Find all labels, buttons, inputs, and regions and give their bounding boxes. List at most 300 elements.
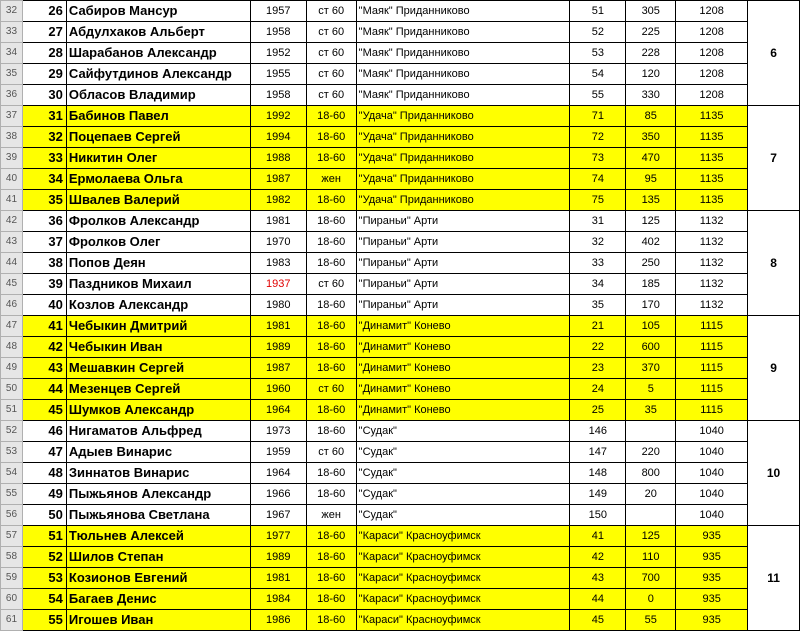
bib-number[interactable]: 43 [570,568,626,589]
category[interactable]: 18-60 [306,421,356,442]
result-value[interactable] [626,505,676,526]
result-value[interactable]: 600 [626,337,676,358]
bib-number[interactable]: 146 [570,421,626,442]
participant-name[interactable]: Зиннатов Винарис [66,463,250,484]
table-row [1,589,800,610]
result-value[interactable]: 402 [626,232,676,253]
bib-number[interactable]: 52 [570,22,626,43]
participant-name[interactable]: Сабиров Мансур [66,1,250,22]
bib-number[interactable]: 41 [570,526,626,547]
table-row [1,253,800,274]
birth-year[interactable]: 1982 [250,190,306,211]
result-value[interactable]: 35 [626,400,676,421]
birth-year[interactable]: 1989 [250,547,306,568]
participant-name[interactable]: Абдулхаков Альберт [66,22,250,43]
row-header[interactable]: 43 [1,232,23,253]
place-number[interactable]: 44 [22,379,66,400]
table-row [1,568,800,589]
category[interactable]: 18-60 [306,589,356,610]
row-header[interactable]: 44 [1,253,23,274]
birth-year[interactable]: 1988 [250,148,306,169]
team-name[interactable]: "Пираньи" Арти [356,232,570,253]
category[interactable]: ст 60 [306,43,356,64]
participant-name[interactable]: Чебыкин Иван [66,337,250,358]
bib-number[interactable]: 150 [570,505,626,526]
birth-year[interactable]: 1977 [250,526,306,547]
category[interactable]: 18-60 [306,547,356,568]
result-value[interactable]: 20 [626,484,676,505]
table-row [1,22,800,43]
place-number[interactable]: 29 [22,64,66,85]
category[interactable]: 18-60 [306,316,356,337]
row-header[interactable]: 33 [1,22,23,43]
row-header[interactable]: 59 [1,568,23,589]
team-name[interactable]: "Маяк" Приданниково [356,22,570,43]
result-value[interactable]: 0 [626,589,676,610]
place-number[interactable]: 27 [22,22,66,43]
birth-year[interactable]: 1986 [250,610,306,631]
participant-name[interactable]: Сайфутдинов Александр [66,64,250,85]
place-number[interactable]: 43 [22,358,66,379]
result-value[interactable]: 305 [626,1,676,22]
row-header[interactable]: 37 [1,106,23,127]
team-score[interactable]: 1115 [676,358,748,379]
participant-name[interactable]: Обласов Владимир [66,85,250,106]
birth-year[interactable]: 1983 [250,253,306,274]
participant-name[interactable]: Никитин Олег [66,148,250,169]
place-number[interactable]: 51 [22,526,66,547]
category[interactable]: ст 60 [306,64,356,85]
bib-number[interactable]: 51 [570,1,626,22]
row-header[interactable]: 55 [1,484,23,505]
result-value[interactable]: 225 [626,22,676,43]
row-header[interactable]: 57 [1,526,23,547]
category[interactable]: 18-60 [306,568,356,589]
table-row [1,211,800,232]
row-header[interactable]: 39 [1,148,23,169]
birth-year[interactable]: 1994 [250,127,306,148]
place-number[interactable]: 40 [22,295,66,316]
team-score[interactable]: 1040 [676,421,748,442]
bib-number[interactable]: 72 [570,127,626,148]
category[interactable]: 18-60 [306,400,356,421]
row-header[interactable]: 42 [1,211,23,232]
category[interactable]: 18-60 [306,232,356,253]
team-name[interactable]: "Караси" Красноуфимск [356,568,570,589]
row-header[interactable]: 38 [1,127,23,148]
bib-number[interactable]: 23 [570,358,626,379]
place-number[interactable]: 45 [22,400,66,421]
birth-year[interactable]: 1959 [250,442,306,463]
place-number[interactable]: 30 [22,85,66,106]
table-row [1,85,800,106]
place-number[interactable]: 31 [22,106,66,127]
category[interactable]: 18-60 [306,526,356,547]
table-row [1,43,800,64]
participant-name[interactable]: Шилов Степан [66,547,250,568]
birth-year[interactable]: 1973 [250,421,306,442]
bib-number[interactable]: 32 [570,232,626,253]
team-name[interactable]: "Караси" Красноуфимск [356,526,570,547]
team-score[interactable]: 1115 [676,400,748,421]
participant-name[interactable]: Ермолаева Ольга [66,169,250,190]
row-header[interactable]: 51 [1,400,23,421]
row-header[interactable]: 58 [1,547,23,568]
participant-name[interactable]: Шумков Александр [66,400,250,421]
team-score[interactable]: 1208 [676,85,748,106]
bib-number[interactable]: 33 [570,253,626,274]
row-header[interactable]: 60 [1,589,23,610]
bib-number[interactable]: 31 [570,211,626,232]
team-name[interactable]: "Динамит" Конево [356,358,570,379]
category[interactable]: 18-60 [306,610,356,631]
category[interactable]: жен [306,505,356,526]
birth-year[interactable]: 1981 [250,316,306,337]
place-number[interactable]: 50 [22,505,66,526]
row-header[interactable]: 32 [1,1,23,22]
team-name[interactable]: "Судак" [356,421,570,442]
team-score[interactable]: 1208 [676,64,748,85]
row-header[interactable]: 49 [1,358,23,379]
participant-name[interactable]: Швалев Валерий [66,190,250,211]
team-score[interactable]: 1208 [676,22,748,43]
birth-year[interactable]: 1964 [250,463,306,484]
row-header[interactable]: 47 [1,316,23,337]
birth-year[interactable]: 1992 [250,106,306,127]
team-name[interactable]: "Судак" [356,442,570,463]
place-number[interactable]: 33 [22,148,66,169]
bib-number[interactable]: 22 [570,337,626,358]
category[interactable]: 18-60 [306,106,356,127]
team-score[interactable]: 1040 [676,484,748,505]
team-name[interactable]: "Пираньи" Арти [356,295,570,316]
table-row [1,127,800,148]
team-name[interactable]: "Удача" Приданниково [356,106,570,127]
birth-year[interactable]: 1952 [250,43,306,64]
team-score[interactable]: 1040 [676,442,748,463]
team-name[interactable]: "Удача" Приданниково [356,190,570,211]
table-row [1,484,800,505]
category[interactable]: 18-60 [306,484,356,505]
place-number[interactable]: 34 [22,169,66,190]
team-score[interactable]: 1115 [676,316,748,337]
participant-name[interactable]: Паздников Михаил [66,274,250,295]
team-score[interactable]: 935 [676,547,748,568]
birth-year[interactable]: 1966 [250,484,306,505]
participant-name[interactable]: Багаев Денис [66,589,250,610]
row-header[interactable]: 52 [1,421,23,442]
participant-name[interactable]: Адыев Винарис [66,442,250,463]
place-number[interactable]: 35 [22,190,66,211]
team-score[interactable]: 935 [676,589,748,610]
table-row [1,442,800,463]
result-value[interactable]: 700 [626,568,676,589]
place-number[interactable]: 52 [22,547,66,568]
result-value[interactable]: 120 [626,64,676,85]
place-number[interactable]: 37 [22,232,66,253]
participant-name[interactable]: Фролков Александр [66,211,250,232]
participant-name[interactable]: Мешавкин Сергей [66,358,250,379]
place-number[interactable]: 47 [22,442,66,463]
result-value[interactable]: 125 [626,211,676,232]
birth-year[interactable]: 1937 [250,274,306,295]
table-row [1,232,800,253]
birth-year[interactable]: 1981 [250,568,306,589]
bib-number[interactable]: 44 [570,589,626,610]
group-number[interactable]: 10 [748,421,800,526]
team-score[interactable]: 1115 [676,337,748,358]
team-score[interactable]: 935 [676,610,748,631]
team-name[interactable]: "Маяк" Приданниково [356,85,570,106]
birth-year[interactable]: 1987 [250,169,306,190]
birth-year[interactable]: 1987 [250,358,306,379]
bib-number[interactable]: 53 [570,43,626,64]
category[interactable]: 18-60 [306,295,356,316]
participant-name[interactable]: Козионов Евгений [66,568,250,589]
team-score[interactable]: 1132 [676,253,748,274]
team-score[interactable]: 1040 [676,463,748,484]
team-name[interactable]: "Караси" Красноуфимск [356,547,570,568]
team-name[interactable]: "Динамит" Конево [356,379,570,400]
team-score[interactable]: 1115 [676,379,748,400]
category[interactable]: ст 60 [306,85,356,106]
participant-name[interactable]: Шарабанов Александр [66,43,250,64]
group-number[interactable]: 6 [748,1,800,106]
result-value[interactable]: 220 [626,442,676,463]
team-score[interactable]: 1132 [676,295,748,316]
category[interactable]: 18-60 [306,211,356,232]
birth-year[interactable]: 1967 [250,505,306,526]
team-name[interactable]: "Маяк" Приданниково [356,64,570,85]
result-value[interactable]: 95 [626,169,676,190]
row-header[interactable]: 40 [1,169,23,190]
team-score[interactable]: 1208 [676,43,748,64]
place-number[interactable]: 53 [22,568,66,589]
place-number[interactable]: 38 [22,253,66,274]
result-value[interactable]: 470 [626,148,676,169]
team-name[interactable]: "Удача" Приданниково [356,169,570,190]
category[interactable]: ст 60 [306,274,356,295]
birth-year[interactable]: 1980 [250,295,306,316]
row-header[interactable]: 35 [1,64,23,85]
group-number[interactable]: 8 [748,211,800,316]
bib-number[interactable]: 42 [570,547,626,568]
table-row [1,106,800,127]
place-number[interactable]: 42 [22,337,66,358]
place-number[interactable]: 54 [22,589,66,610]
result-value[interactable]: 800 [626,463,676,484]
result-value[interactable]: 135 [626,190,676,211]
team-name[interactable]: "Динамит" Конево [356,400,570,421]
team-score[interactable]: 1135 [676,148,748,169]
team-score[interactable]: 1135 [676,127,748,148]
team-name[interactable]: "Караси" Красноуфимск [356,610,570,631]
bib-number[interactable]: 75 [570,190,626,211]
table-row [1,610,800,631]
place-number[interactable]: 39 [22,274,66,295]
category[interactable]: 18-60 [306,127,356,148]
row-header[interactable]: 50 [1,379,23,400]
bib-number[interactable]: 55 [570,85,626,106]
result-value[interactable]: 110 [626,547,676,568]
result-value[interactable]: 370 [626,358,676,379]
group-number[interactable]: 7 [748,106,800,211]
row-header[interactable]: 45 [1,274,23,295]
category[interactable]: 18-60 [306,337,356,358]
birth-year[interactable]: 1984 [250,589,306,610]
category[interactable]: ст 60 [306,379,356,400]
team-name[interactable]: "Судак" [356,484,570,505]
participant-name[interactable]: Попов Деян [66,253,250,274]
row-header[interactable]: 36 [1,85,23,106]
team-name[interactable]: "Пираньи" Арти [356,274,570,295]
team-score[interactable]: 1132 [676,211,748,232]
row-header[interactable]: 48 [1,337,23,358]
team-score[interactable]: 1132 [676,274,748,295]
bib-number[interactable]: 74 [570,169,626,190]
birth-year[interactable]: 1958 [250,22,306,43]
table-row [1,1,800,22]
bib-number[interactable]: 73 [570,148,626,169]
bib-number[interactable]: 54 [570,64,626,85]
category[interactable]: 18-60 [306,463,356,484]
place-number[interactable]: 55 [22,610,66,631]
place-number[interactable]: 48 [22,463,66,484]
team-score[interactable]: 935 [676,568,748,589]
result-value[interactable]: 55 [626,610,676,631]
table-row [1,64,800,85]
table-row [1,295,800,316]
team-score[interactable]: 1132 [676,232,748,253]
row-header[interactable]: 34 [1,43,23,64]
team-name[interactable]: "Судак" [356,463,570,484]
group-number[interactable]: 9 [748,316,800,421]
result-value[interactable]: 125 [626,526,676,547]
table-row [1,148,800,169]
team-name[interactable]: "Динамит" Конево [356,337,570,358]
bib-number[interactable]: 25 [570,400,626,421]
place-number[interactable]: 26 [22,1,66,22]
bib-number[interactable]: 34 [570,274,626,295]
place-number[interactable]: 41 [22,316,66,337]
birth-year[interactable]: 1981 [250,211,306,232]
team-name[interactable]: "Удача" Приданниково [356,127,570,148]
row-header[interactable]: 56 [1,505,23,526]
row-header[interactable]: 53 [1,442,23,463]
participant-name[interactable]: Нигаматов Альфред [66,421,250,442]
birth-year[interactable]: 1970 [250,232,306,253]
participant-name[interactable]: Козлов Александр [66,295,250,316]
bib-number[interactable]: 45 [570,610,626,631]
table-row [1,547,800,568]
birth-year[interactable]: 1964 [250,400,306,421]
result-value[interactable]: 170 [626,295,676,316]
row-header[interactable]: 46 [1,295,23,316]
result-value[interactable]: 250 [626,253,676,274]
result-value[interactable]: 85 [626,106,676,127]
bib-number[interactable]: 148 [570,463,626,484]
bib-number[interactable]: 24 [570,379,626,400]
table-row [1,316,800,337]
place-number[interactable]: 28 [22,43,66,64]
team-score[interactable]: 1135 [676,190,748,211]
team-score[interactable]: 1135 [676,169,748,190]
bib-number[interactable]: 21 [570,316,626,337]
birth-year[interactable]: 1955 [250,64,306,85]
category[interactable]: 18-60 [306,253,356,274]
table-row [1,400,800,421]
team-name[interactable]: "Динамит" Конево [356,316,570,337]
team-name[interactable]: "Караси" Красноуфимск [356,589,570,610]
team-name[interactable]: "Маяк" Приданниково [356,43,570,64]
table-row [1,358,800,379]
bib-number[interactable]: 35 [570,295,626,316]
participant-name[interactable]: Чебыкин Дмитрий [66,316,250,337]
participant-name[interactable]: Бабинов Павел [66,106,250,127]
bib-number[interactable]: 147 [570,442,626,463]
participant-name[interactable]: Игошев Иван [66,610,250,631]
participant-name[interactable]: Фролков Олег [66,232,250,253]
team-name[interactable]: "Удача" Приданниково [356,148,570,169]
birth-year[interactable]: 1958 [250,85,306,106]
team-name[interactable]: "Маяк" Приданниково [356,1,570,22]
table-row [1,169,800,190]
birth-year[interactable]: 1960 [250,379,306,400]
participant-name[interactable]: Пыжьянова Светлана [66,505,250,526]
team-score[interactable]: 1208 [676,1,748,22]
category[interactable]: 18-60 [306,190,356,211]
team-score[interactable]: 1135 [676,106,748,127]
row-header[interactable]: 61 [1,610,23,631]
place-number[interactable]: 36 [22,211,66,232]
participant-name[interactable]: Пыжьянов Александр [66,484,250,505]
participant-name[interactable]: Мезенцев Сергей [66,379,250,400]
row-header[interactable]: 41 [1,190,23,211]
bib-number[interactable]: 149 [570,484,626,505]
result-value[interactable]: 228 [626,43,676,64]
result-value[interactable] [626,421,676,442]
birth-year[interactable]: 1989 [250,337,306,358]
place-number[interactable]: 32 [22,127,66,148]
category[interactable]: ст 60 [306,442,356,463]
table-row [1,337,800,358]
result-value[interactable]: 350 [626,127,676,148]
participant-name[interactable]: Тюльнев Алексей [66,526,250,547]
table-row [1,379,800,400]
place-number[interactable]: 46 [22,421,66,442]
category[interactable]: ст 60 [306,1,356,22]
result-value[interactable]: 5 [626,379,676,400]
category[interactable]: жен [306,169,356,190]
place-number[interactable]: 49 [22,484,66,505]
team-name[interactable]: "Судак" [356,505,570,526]
team-score[interactable]: 1040 [676,505,748,526]
category[interactable]: 18-60 [306,148,356,169]
row-header[interactable]: 54 [1,463,23,484]
participant-name[interactable]: Поцепаев Сергей [66,127,250,148]
result-value[interactable]: 105 [626,316,676,337]
bib-number[interactable]: 71 [570,106,626,127]
category[interactable]: 18-60 [306,358,356,379]
team-name[interactable]: "Пираньи" Арти [356,253,570,274]
category[interactable]: ст 60 [306,22,356,43]
result-value[interactable]: 330 [626,85,676,106]
birth-year[interactable]: 1957 [250,1,306,22]
group-number[interactable]: 11 [748,526,800,631]
team-score[interactable]: 935 [676,526,748,547]
team-name[interactable]: "Пираньи" Арти [356,211,570,232]
result-value[interactable]: 185 [626,274,676,295]
